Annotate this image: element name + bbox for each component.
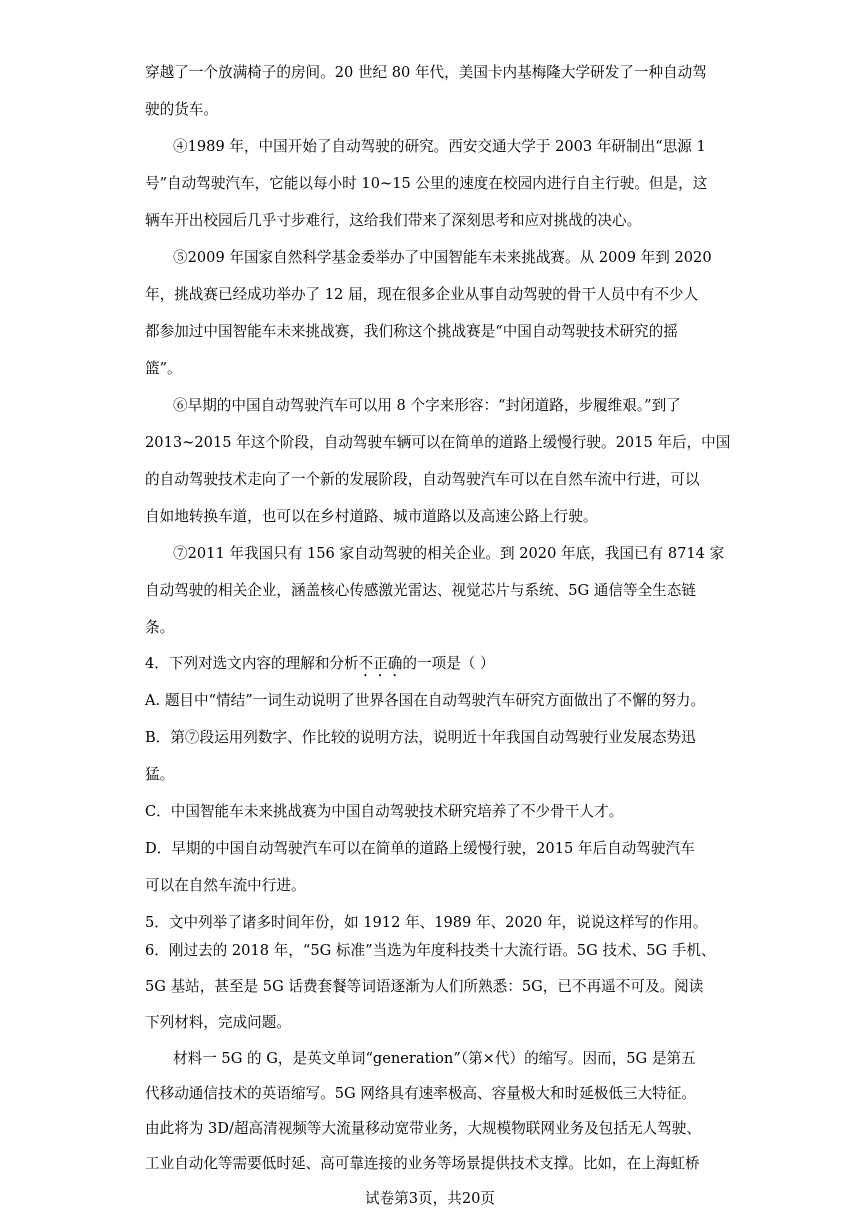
question-4-stem: 4．下列对选文内容的理解和分析不正确的一项是（ ） <box>145 655 495 672</box>
material-1-line: 工业自动化等需要低时延、高可靠连接的业务等场景提供技术支撑。比如，在上海虹桥 <box>145 1155 700 1172</box>
question-5: 5．文中列举了诸多时间年份，如 1912 年、1989 年、2020 年，说说这样写的作用。 <box>145 914 708 931</box>
passage-line: 年，挑战赛已经成功举办了 12 届，现在很多企业从事自动驾驶的骨干人员中有不少人 <box>145 286 699 303</box>
page-footer: 试卷第3页，共20页 <box>364 1190 495 1207</box>
passage-line: 自动驾驶的相关企业，涵盖核心传感激光雷达、视觉芯片与系统、5G 通信等全生态链 <box>145 582 696 599</box>
material-1-line: 代移动通信技术的英语缩写。5G 网络具有速率极高、容量极大和时延极低三大特征。 <box>145 1085 696 1102</box>
paragraph-7-line: ⑦2011 年我国只有 156 家自动驾驶的相关企业。到 2020 年底，我国已有 8714 家 <box>173 545 725 562</box>
passage-line: 驶的货车。 <box>145 101 218 118</box>
passage-line: 自如地转换车道，也可以在乡村道路、城市道路以及高速公路上行驶。 <box>145 508 598 525</box>
option-c: C．中国智能车未来挑战赛为中国自动驾驶技术研究培养了不少骨干人才。 <box>145 803 624 820</box>
paragraph-5-line: ⑤2009 年国家自然科学基金委举办了中国智能车未来挑战赛。从 2009 年到 2020 <box>173 249 712 266</box>
option-d-cont: 可以在自然车流中行进。 <box>145 877 306 894</box>
question-6-line: 5G 基站，甚至是 5G 话费套餐等词语逐渐为人们所熟悉：5G，已不再遥不可及。阅读 <box>145 978 704 995</box>
passage-line: 都参加过中国智能车未来挑战赛，我们称这个挑战赛是“中国自动驾驶技术研究的摇 <box>145 323 678 340</box>
passage-line: 辆车开出校园后几乎寸步难行，这给我们带来了深刻思考和应对挑战的决心。 <box>145 212 642 229</box>
option-a: A. 题目中“情结”一词生动说明了世界各国在自动驾驶汽车研究方面做出了不懈的努力。 <box>145 692 706 709</box>
paragraph-6-line: ⑥早期的中国自动驾驶汽车可以用 8 个字来形容：“封闭道路，步履维艰。”到了 <box>173 397 681 414</box>
passage-line: 2013~2015 年这个阶段，自动驾驶车辆可以在简单的道路上缓慢行驶。2015 年后，中国 <box>145 434 731 451</box>
passage-line: 条。 <box>145 619 175 636</box>
option-b-cont: 猛。 <box>145 766 175 783</box>
passage-line: 号”自动驾驶汽车，它能以每小时 10~15 公里的速度在校园内进行自主行驶。但是，这 <box>145 175 708 192</box>
question-6-line: 下列材料，完成问题。 <box>145 1014 291 1031</box>
emphasis-text: 不正确 <box>358 655 403 672</box>
paragraph-4-line: ④1989 年，中国开始了自动驾驶的研究。西安交通大学于 2003 年研制出“思源 1 <box>173 138 706 155</box>
option-d: D．早期的中国自动驾驶汽车可以在简单的道路上缓慢行驶，2015 年后自动驾驶汽车 <box>145 840 695 857</box>
option-b: B．第⑦段运用列数字、作比较的说明方法，说明近十年我国自动驾驶行业发展态势迅 <box>145 729 696 746</box>
material-1-line: 材料一 5G 的 G，是英文单词“generation”（第×代）的缩写。因而，5G 是第五 <box>173 1050 696 1067</box>
material-1-line: 由此将为 3D/超高清视频等大流量移动宽带业务，大规模物联网业务及包括无人驾驶、 <box>145 1120 701 1137</box>
question-6-line: 6．刚过去的 2018 年，“5G 标准”当选为年度科技类十大流行语。5G 技术、5G 手机、 <box>145 942 716 959</box>
passage-line: 穿越了一个放满椅子的房间。20 世纪 80 年代，美国卡内基梅隆大学研发了一种自动驾 <box>145 64 707 81</box>
passage-line: 篮”。 <box>145 360 182 377</box>
passage-line: 的自动驾驶技术走向了一个新的发展阶段，自动驾驶汽车可以在自然车流中行进，可以 <box>145 471 700 488</box>
